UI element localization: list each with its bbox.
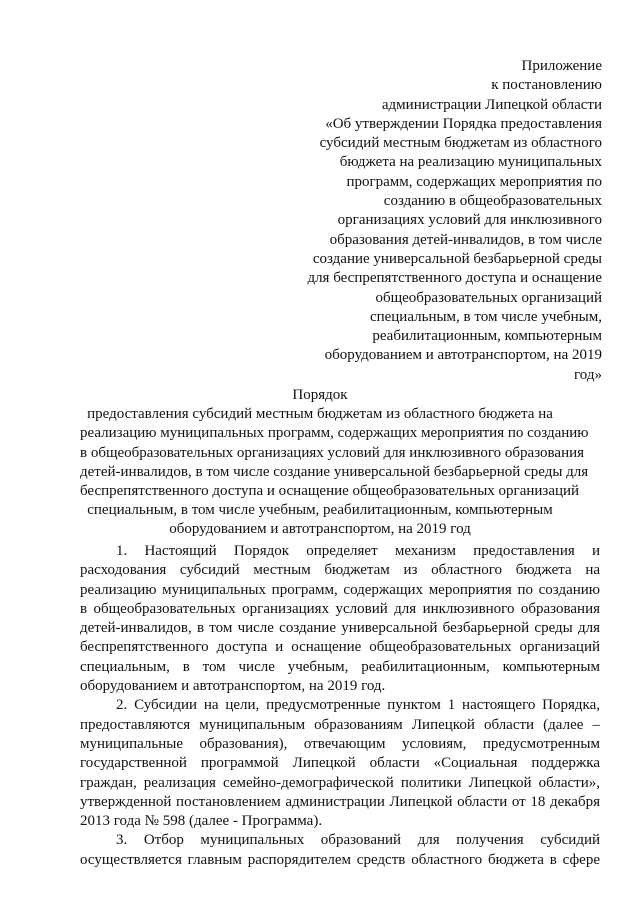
title-line: специальным, в том числе учебным, реабилитационным, компьютерным [87,502,553,519]
appendix-line: создание универсальной безбарьерной среды [312,250,602,267]
paragraph-1 [80,542,600,696]
title-line: реализацию муниципальных программ, содержащих мероприятия по созданию [80,425,589,442]
paragraph-line: расходования субсидий местным бюджетам из областного бюджета на [80,562,600,579]
paragraph-line: реализацию муниципальных программ, содержащих мероприятия по созданию [80,581,600,598]
paragraph-line: утвержденной постановлением администрации Липецкой области от 18 декабря [80,793,600,810]
paragraph-2 [80,696,600,831]
paragraph-line: предоставляются муниципальным образованиям Липецкой области (далее – [80,716,600,733]
title-line: беспрепятственного доступа и оснащение общеобразовательных организаций [80,483,580,500]
title-heading: Порядок [292,387,348,403]
appendix-line: для беспрепятственного доступа и оснащение [307,270,602,287]
appendix-line: администрации Липецкой области [381,96,602,113]
paragraph-line: 3. Отбор муниципальных образований для получения субсидий [116,832,600,849]
appendix-line: программ, содержащих мероприятия по [346,173,602,190]
appendix-line: год» [574,366,602,383]
paragraph-line: осуществляется главным распорядителем средств областного бюджета в сфере [80,851,600,868]
appendix-line: к постановлению [491,77,602,94]
paragraph-line: государственной программой Липецкой области «Социальная поддержка [80,755,600,772]
paragraph-line: 1. Настоящий Порядок определяет механизм предоставления и [116,543,600,559]
appendix-line: оборудованием и автотранспортом, на 2019 [324,347,602,364]
appendix-line: общеобразовательных организаций [375,289,602,306]
appendix-line: реабилитационным, компьютерным [372,328,602,345]
paragraph-line: 2013 года № 598 (далее - Программа). [80,813,323,830]
paragraph-line: 2. Субсидии на цели, предусмотренные пунктом 1 настоящего Порядка, [116,697,600,714]
title-line: детей-инвалидов, в том числе создание универсальной безбарьерной среды для [80,463,589,480]
appendix-line: созданию в общеобразовательных [383,193,602,210]
paragraph-line: специальным, в том числе учебным, реабилитационным, компьютерным [80,658,600,675]
paragraph-3 [80,831,600,870]
appendix-line: образования детей-инвалидов, в том числе [329,231,602,248]
appendix-line: «Об утверждении Порядка предоставления [325,115,602,132]
document-body [80,542,600,870]
paragraph-line: детей-инвалидов, в том числе создание универсальной безбарьерной среды для [80,620,600,637]
document-title [80,386,589,540]
paragraph-line: в общеобразовательных организациях условий для инклюзивного образования [80,600,600,617]
appendix-header [282,57,602,385]
title-line: оборудованием и автотранспортом, на 2019 год [169,521,471,538]
appendix-line: Приложение [521,58,602,74]
paragraph-line: оборудованием и автотранспортом, на 2019 год. [80,678,386,695]
title-line: предоставления субсидий местным бюджетам из областного бюджета на [87,406,553,423]
appendix-line: организациях условий для инклюзивного [337,212,602,229]
appendix-line: бюджета на реализацию муниципальных [339,154,602,171]
paragraph-line: муниципальные образования), отвечающим условиям, предусмотренным [80,735,600,752]
appendix-line: субсидий местным бюджетам из областного [319,135,602,152]
appendix-line: специальным, в том числе учебным, [369,308,602,325]
paragraph-line: беспрепятственного доступа и оснащение общеобразовательных организаций [80,639,600,656]
title-line: в общеобразовательных организациях условий для инклюзивного образования [80,444,585,461]
paragraph-line: граждан, реализация семейно-демографической политики Липецкой области», [80,774,600,791]
